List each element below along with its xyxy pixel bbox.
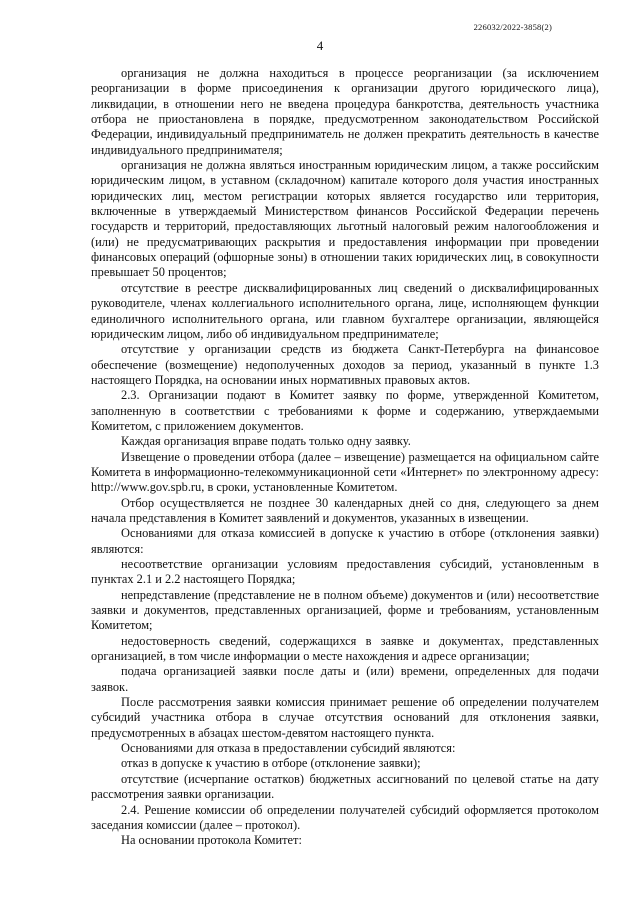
paragraph: несоответствие организации условиям предоставления субсидий, установленным в пунктах 2.1 и 2.2 настоящего Порядка;	[91, 557, 599, 587]
paragraph: Отбор осуществляется не позднее 30 календарных дней со дня, следующего за днем начала представления в Комитет заявлений и документов, указанных в извещении.	[91, 495, 599, 525]
paragraph: отсутствие у организации средств из бюджета Санкт-Петербурга на финансовое обеспечение (возмещение) недополученных доходов за период, указанный в пункте 1.3 настоящего Порядка, на основании иных нормативных правовых актов.	[91, 342, 599, 387]
paragraph: 2.3. Организации подают в Комитет заявку по форме, утвержденной Комитетом, заполненную в соответствии с требованиями к форме и содержанию, утверждаемыми Комитетом, с приложением документов.	[91, 388, 599, 433]
paragraph: организация не должна являться иностранным юридическим лицом, а также российским юридическим лицом, в уставном (складочном) капитале которого доля участия иностранных юридических лиц, местом регистрации которых является государство или территория, включенные в утверждаемый Министерством финансов Российской Федерации перечень государств и территорий, предоставляющих льготный налоговый режим налогообложения и (или) не предусматривающих раскрытия и предоставления информации при проведении финансовых операций (офшорные зоны) в отношении таких юридических лиц, в совокупности превышает 50 процентов;	[91, 158, 599, 280]
paragraph: На основании протокола Комитет:	[121, 833, 302, 848]
document-body	[91, 66, 599, 849]
paragraph: отсутствие в реестре дисквалифицированных лиц сведений о дисквалифицированных руководителе, членах коллегиального исполнительного органа, лице, исполняющем функции единоличного исполнительного органа, или главном бухгалтере организации, являющейся юридическим лицом, либо об индивидуальном предпринимателе;	[91, 280, 599, 341]
paragraph: непредставление (представление не в полном объеме) документов и (или) несоответствие заявки и документов, представленных организацией, форме и требованиям, установленным Комитетом;	[91, 587, 599, 633]
paragraph: После рассмотрения заявки комиссия принимает решение об определении получателем субсидий участника отбора в случае отсутствия оснований для отклонения заявки, предусмотренных в абзацах шестом-девятом настоящего пункта.	[91, 695, 599, 740]
paragraph: Основаниями для отказа в предоставлении субсидий являются:	[121, 741, 456, 756]
paragraph: недостоверность сведений, содержащихся в заявке и документах, представленных организацией, в том числе информации о месте нахождения и адресе организации;	[91, 633, 599, 664]
paragraph: 2.4. Решение комиссии об определении получателей субсидий оформляется протоколом заседания комиссии (далее – протокол).	[91, 802, 599, 832]
paragraph: Основаниями для отказа комиссией в допуске к участию в отборе (отклонения заявки) являются:	[91, 526, 599, 556]
document-registration-number: 226032/2022-3858(2)	[473, 22, 552, 32]
paragraph: организация не должна находиться в процессе реорганизации (за исключением реорганизации в форме присоединения к организации другого юридического лица), ликвидации, в отношении него не введена процедура банкротства, деятельность участника отбора не приостановлена в порядке, предусмотренном законодательством Российской Федерации, индивидуальный предприниматель не должен прекратить деятельность в качестве индивидуального предпринимателя;	[91, 66, 599, 157]
page-number: 4	[316, 38, 324, 53]
paragraph: отсутствие (исчерпание остатков) бюджетных ассигнований по целевой статье на дату рассмотрения заявки организации.	[91, 771, 599, 802]
paragraph: подача организацией заявки после даты и (или) времени, определенных для подачи заявок.	[91, 664, 599, 694]
paragraph: Извещение о проведении отбора (далее – извещение) размещается на официальном сайте Комитета в информационно-телекоммуникационной сети «Интернет» по электронному адресу: http://www.gov.spb.ru, в сроки, установленные Комитетом.	[91, 449, 599, 495]
paragraph: Каждая организация вправе подать только одну заявку.	[121, 434, 411, 449]
paragraph: отказ в допуске к участию в отборе (отклонение заявки);	[121, 756, 421, 771]
